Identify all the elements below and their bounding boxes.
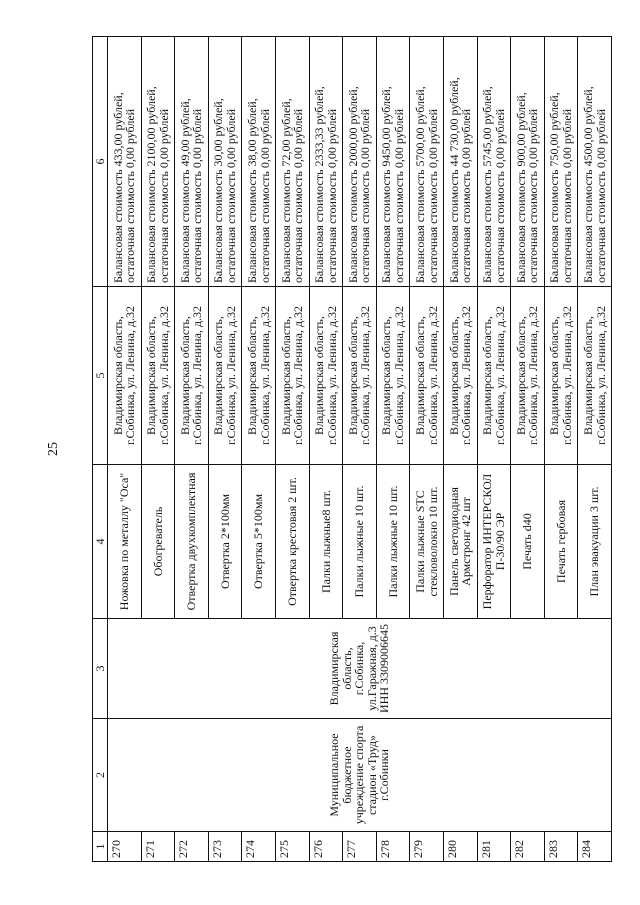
item-balance: Балансовая стоимость 2000,00 рублей, остаточная стоимость 0,00 рублей xyxy=(343,37,377,287)
header-col-5: 5 xyxy=(93,287,108,465)
item-name: Печать d40 xyxy=(511,465,545,619)
row-number: 279 xyxy=(410,832,444,862)
item-location: Владимирская область, г.Собинка, ул. Ленина, д.32 xyxy=(309,287,343,465)
property-table xyxy=(92,36,612,862)
item-name: Отвертка 5*100мм xyxy=(242,465,276,619)
header-col-3: 3 xyxy=(93,619,108,719)
item-location: Владимирская область, г.Собинка, ул. Ленина, д.32 xyxy=(343,287,377,465)
item-balance: Балансовая стоимость 2333,33 рублей, остаточная стоимость 0,00 рублей xyxy=(309,37,343,287)
item-name: Палки лыжные STC стекловолокно 10 шт. xyxy=(410,465,444,619)
item-location: Владимирская область, г.Собинка, ул. Ленина, д.32 xyxy=(477,287,511,465)
row-number: 278 xyxy=(376,832,410,862)
item-balance: Балансовая стоимость 5700,00 рублей, остаточная стоимость 0,00 рублей xyxy=(410,37,444,287)
row-number: 280 xyxy=(443,832,477,862)
row-number: 275 xyxy=(275,832,309,862)
page-number: 25 xyxy=(46,442,61,456)
item-location: Владимирская область, г.Собинка, ул. Ленина, д.32 xyxy=(443,287,477,465)
item-name: Перфоратор ИНТЕРСКОЛ П-30/90 ЭР xyxy=(477,465,511,619)
item-location: Владимирская область, г.Собинка, ул. Ленина, д.32 xyxy=(544,287,578,465)
item-name: План эвакуации 3 шт. xyxy=(578,465,612,619)
header-col-6: 6 xyxy=(93,37,108,287)
item-name: Палки лыжные8 шт. xyxy=(309,465,343,619)
item-location: Владимирская область, г.Собинка, ул. Ленина, д.32 xyxy=(175,287,209,465)
row-number: 276 xyxy=(309,832,343,862)
item-name: Печать гербовая xyxy=(544,465,578,619)
row-number: 271 xyxy=(141,832,175,862)
header-row xyxy=(93,37,108,862)
table-row xyxy=(108,37,142,862)
item-name: Отвертка 2*100мм xyxy=(208,465,242,619)
item-location: Владимирская область, г.Собинка, ул. Ленина, д.32 xyxy=(376,287,410,465)
item-name: Отвертка крестовая 2 шт. xyxy=(275,465,309,619)
item-location: Владимирская область, г.Собинка, ул. Ленина, д.32 xyxy=(108,287,142,465)
row-number: 284 xyxy=(578,832,612,862)
rotated-table-container xyxy=(92,37,612,862)
item-balance: Балансовая стоимость 38,00 рублей, остаточная стоимость 0,00 рублей xyxy=(242,37,276,287)
item-location: Владимирская область, г.Собинка, ул. Ленина, д.32 xyxy=(242,287,276,465)
row-number: 274 xyxy=(242,832,276,862)
owner-name: Муниципальное бюджетное учреждение спорта стадион «Труд» г.Собинки xyxy=(108,719,612,832)
row-number: 277 xyxy=(343,832,377,862)
item-location: Владимирская область, г.Собинка, ул. Ленина, д.32 xyxy=(578,287,612,465)
row-number: 282 xyxy=(511,832,545,862)
owner-address: Владимирская область, г.Собинка, ул.Гаражная, д.3 ИНН 3309006645 xyxy=(108,619,612,719)
item-name: Палки лыжные 10 шт. xyxy=(376,465,410,619)
header-col-1: 1 xyxy=(93,832,108,862)
header-col-4: 4 xyxy=(93,465,108,619)
item-name: Обогреватель xyxy=(141,465,175,619)
item-name: Панель светодиодная Армстронг 42 шт xyxy=(443,465,477,619)
item-location: Владимирская область, г.Собинка, ул. Ленина, д.32 xyxy=(511,287,545,465)
item-balance: Балансовая стоимость 49,00 рублей, остаточная стоимость 0,00 рублей xyxy=(175,37,209,287)
item-balance: Балансовая стоимость 900,00 рублей, остаточная стоимость 0,00 рублей xyxy=(511,37,545,287)
item-balance: Балансовая стоимость 5745,00 рублей, остаточная стоимость 0,00 рублей xyxy=(477,37,511,287)
row-number: 283 xyxy=(544,832,578,862)
header-col-2: 2 xyxy=(93,719,108,832)
item-location: Владимирская область, г.Собинка, ул. Ленина, д.32 xyxy=(410,287,444,465)
item-name: Ножовка по металлу "Оса" xyxy=(108,465,142,619)
item-balance: Балансовая стоимость 750,00 рублей, остаточная стоимость 0,00 рублей xyxy=(544,37,578,287)
item-balance: Балансовая стоимость 30,00 рублей, остаточная стоимость 0,00 рублей xyxy=(208,37,242,287)
item-balance: Балансовая стоимость 2100,00 рублей, остаточная стоимость 0,00 рублей xyxy=(141,37,175,287)
row-number: 272 xyxy=(175,832,209,862)
item-location: Владимирская область, г.Собинка, ул. Ленина, д.32 xyxy=(141,287,175,465)
item-balance: Балансовая стоимость 9450,00 рублей, остаточная стоимость 0,00 рублей xyxy=(376,37,410,287)
item-location: Владимирская область, г.Собинка, ул. Ленина, д.32 xyxy=(208,287,242,465)
item-name: Палки лыжные 10 шт. xyxy=(343,465,377,619)
item-balance: Балансовая стоимость 433,00 рублей, остаточная стоимость 0,00 рублей xyxy=(108,37,142,287)
row-number: 270 xyxy=(108,832,142,862)
item-balance: Балансовая стоимость 4500,00 рублей, остаточная стоимость 0,00 рублей xyxy=(578,37,612,287)
item-balance: Балансовая стоимость 44 730,00 рублей, остаточная стоимость 0,00 рублей xyxy=(443,37,477,287)
item-location: Владимирская область, г.Собинка, ул. Ленина, д.32 xyxy=(275,287,309,465)
row-number: 281 xyxy=(477,832,511,862)
row-number: 273 xyxy=(208,832,242,862)
item-name: Отвертка двухкомплектная xyxy=(175,465,209,619)
item-balance: Балансовая стоимость 72,00 рублей, остаточная стоимость 0,00 рублей xyxy=(275,37,309,287)
